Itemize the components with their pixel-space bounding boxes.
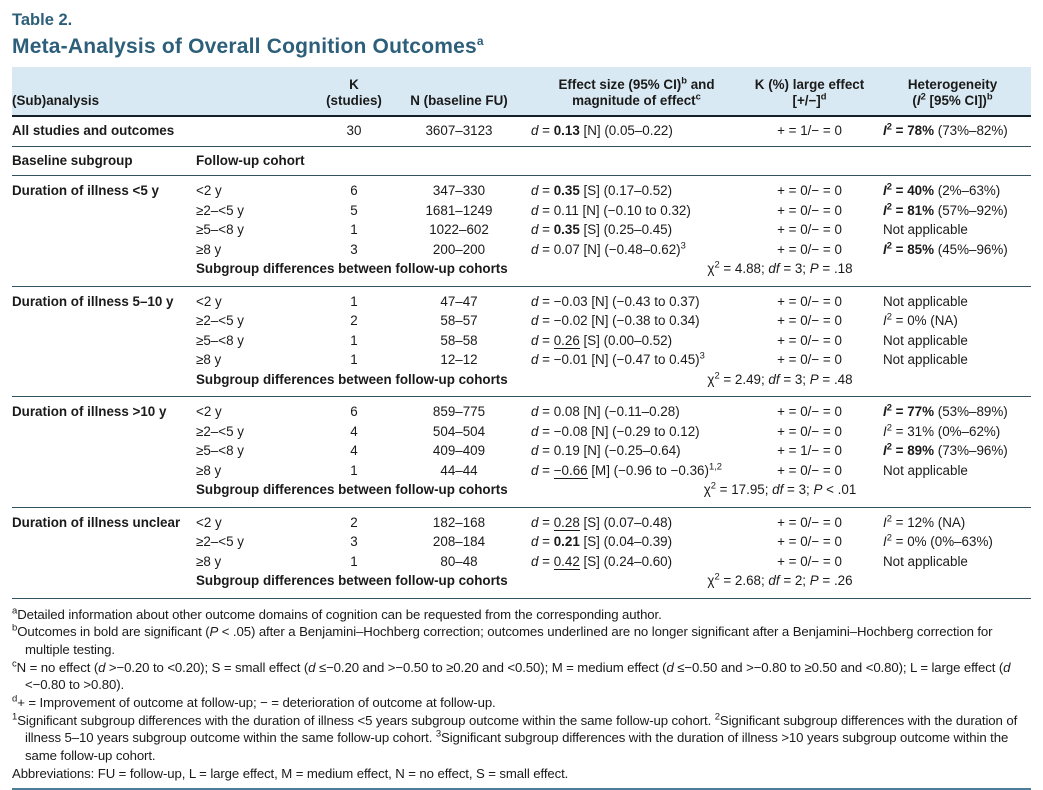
large-effect-value: + = 0/− = 0 (777, 553, 842, 569)
follow-up-cohort-label: Follow-up cohort (196, 146, 1031, 176)
heterogeneity-value: $I^2 = 0\%$ (0%–63%) (883, 532, 993, 549)
cohort-label: ≥2–<5 y (196, 423, 244, 439)
n-value: 58–57 (440, 313, 478, 328)
large-effect-value: + = 1/− = 0 (745, 116, 876, 146)
effect-size-value: d = 0.35 [S] (0.17–0.52) (530, 176, 745, 201)
large-effect-value: + = 0/− = 0 (745, 507, 876, 532)
abbreviations-note: Abbreviations: FU = follow-up, L = large effect, M = medium effect, N = no effect, S = small effect. (12, 765, 569, 781)
large-effect-value: + = 0/− = 0 (777, 241, 842, 257)
n-value: 504–504 (432, 423, 486, 439)
cohort-label: ≥2–<5 y (196, 534, 244, 549)
chi-square-stat: $\chi^2 = 17.95$; df = 3; P < .01 (703, 480, 857, 497)
heterogeneity-value: Not applicable (883, 553, 968, 569)
chi-square-stat: $\chi^2 = 2.68$; df = 2; P = .26 (707, 571, 853, 588)
group-label: Duration of illness >10 y (12, 397, 196, 508)
effect-size-value: d = −0.01 [N] (−0.47 to 0.45)$^3$ (531, 350, 705, 367)
large-effect-value: + = 0/− = 0 (777, 534, 842, 549)
table-header-row (12, 67, 1031, 116)
effect-size-value: d = 0.21 [S] (0.04–0.39) (531, 534, 673, 549)
large-effect-value: + = 0/− = 0 (777, 332, 842, 348)
footnote: $^d$+ = Improvement of outcome at follow-up; − = deterioration of outcome at follow-up. (12, 693, 496, 711)
subgroup-differences-label: Subgroup differences between follow-up cohorts (196, 573, 508, 588)
cohort-row (12, 286, 1031, 311)
cohort-label: ≥8 y (196, 462, 222, 478)
heterogeneity-value: $I^2 = 81\%$ (57%–92%) (883, 201, 1008, 218)
effect-size-value: d = 0.19 [N] (−0.25–0.64) (531, 443, 681, 458)
heterogeneity-value: $I^2 = 12\%$ (NA) (876, 507, 1031, 532)
cohort-label: ≥2–<5 y (196, 313, 244, 328)
effect-size-value: d = −0.66 [M] (−0.96 to −0.36)$^{1,2}$ (531, 461, 722, 478)
chi-square-stat: $\chi^2 = 4.88$; df = 3; P = .18 (707, 259, 853, 276)
effect-size-value: d = −0.03 [N] (−0.43 to 0.37) (530, 286, 745, 311)
all-studies-row (12, 116, 1031, 146)
footnote-marker-b: b (681, 75, 687, 86)
cohort-label: <2 y (196, 176, 320, 201)
effect-size-value: d = 0.26 [S] (0.00–0.52) (531, 332, 673, 348)
cohort-label: <2 y (196, 286, 320, 311)
large-effect-value: + = 0/− = 0 (745, 397, 876, 422)
large-effect-value: + = 0/− = 0 (745, 286, 876, 311)
col-header-n-baseline-fu: N (baseline FU) (390, 67, 530, 116)
k-value: 4 (350, 423, 358, 439)
heterogeneity-value: Not applicable (883, 462, 968, 478)
footnotes (12, 606, 1034, 783)
heterogeneity-value: $I^2 = 31\%$ (0%–62%) (883, 422, 1001, 439)
cohort-label: ≥8 y (196, 241, 222, 257)
heterogeneity-value: Not applicable (883, 222, 968, 237)
n-value: 80–48 (440, 553, 478, 569)
n-value: 859–775 (390, 397, 530, 422)
col-header-subanalysis: (Sub)analysis (12, 67, 196, 116)
col-header-k-studies: K (studies) (320, 67, 390, 116)
heterogeneity-value: $I^2 = 0\%$ (NA) (883, 311, 958, 328)
k-value: 1 (320, 286, 390, 311)
col-header-effect-size: Effect size (95% CI)$^b$ and magnitude of effect$^c$ (530, 67, 745, 116)
effect-size-value: d = −0.08 [N] (−0.29 to 0.12) (531, 423, 700, 439)
n-value: 44–44 (440, 462, 478, 478)
col-header-heterogeneity: Heterogeneity ($I^2$ [95% CI])$^b$ (876, 67, 1031, 116)
row-label: All studies and outcomes (12, 116, 320, 146)
table-body (12, 116, 1031, 598)
cohort-row (12, 176, 1031, 201)
effect-size-value: d = 0.08 [N] (−0.11–0.28) (530, 397, 745, 422)
large-effect-value: + = 0/− = 0 (777, 202, 842, 218)
n-value: 208–184 (432, 534, 486, 549)
footnote-marker-b: b (986, 91, 993, 102)
effect-size-value: d = 0.28 [S] (0.07–0.48) (530, 507, 745, 532)
k-value: 4 (350, 443, 358, 458)
k-value: 30 (320, 116, 390, 146)
subgroup-differences-label: Subgroup differences between follow-up cohorts (196, 261, 508, 276)
k-value: 5 (350, 202, 358, 218)
k-value: 6 (320, 176, 390, 201)
effect-size-value: d = 0.42 [S] (0.24–0.60) (531, 553, 673, 569)
cohort-label: ≥2–<5 y (196, 202, 244, 218)
k-value: 6 (320, 397, 390, 422)
large-effect-value: + = 0/− = 0 (777, 313, 842, 328)
n-value: 409–409 (432, 443, 486, 458)
heterogeneity-value: $I^2 = 40\%$ (2%–63%) (876, 176, 1031, 201)
n-value: 1022–602 (429, 222, 489, 237)
n-value: 12–12 (440, 352, 478, 367)
footnote: $^c$N = no effect (d >−0.20 to <0.20); S = small effect (d ≤−0.20 and >−0.50 to ≥0.20 and <0.50); M = medium effect (d ≤−0.50 and >−0.80 to ≥0.50 and <0.80); L = large effect (d <−0.80 to >0.80). (12, 658, 1011, 693)
k-value: 1 (350, 222, 358, 237)
large-effect-value: + = 0/− = 0 (745, 176, 876, 201)
k-value: 2 (350, 313, 358, 328)
effect-size-value: d = −0.02 [N] (−0.38 to 0.34) (531, 313, 700, 328)
cohort-label: ≥5–<8 y (196, 443, 244, 458)
heterogeneity-value: Not applicable (883, 332, 968, 348)
k-value: 3 (350, 241, 358, 257)
heterogeneity-value: $I^2 = 78\%$ (73%–82%) (876, 116, 1031, 146)
k-value: 1 (350, 462, 358, 478)
table-number: Table 2. (12, 11, 73, 29)
group-label: Duration of illness <5 y (12, 176, 196, 287)
subgroup-differences-label: Subgroup differences between follow-up cohorts (196, 371, 508, 387)
col-header-large-effect: K (%) large effect $[+/-]^d$ (745, 67, 876, 116)
large-effect-value: + = 0/− = 0 (777, 462, 842, 478)
table-title-text: Meta-Analysis of Overall Cognition Outcomes (12, 35, 477, 58)
subgroup-differences-label: Subgroup differences between follow-up cohorts (196, 482, 508, 497)
cohort-row (12, 507, 1031, 532)
effect-size-value: d = 0.07 [N] $(-0.48-0.62)^3$ (531, 240, 686, 257)
large-effect-value: + = 0/− = 0 (777, 222, 842, 237)
n-value: 47–47 (390, 286, 530, 311)
baseline-subgroup-label: Baseline subgroup (12, 146, 196, 176)
heterogeneity-value: Not applicable (876, 286, 1031, 311)
k-value: 1 (350, 352, 358, 367)
figure-bottom-rule (12, 788, 1031, 790)
cohort-label: ≥5–<8 y (196, 332, 244, 348)
numbered-notes: $^1$Significant subgroup differences with the duration of illness <5 years subgroup outcome within the same follow-up cohort. $^2$Significant subgroup differences with the duration of illness 5–10 years subgroup outcome within the same follow-up cohort. $^3$Significant subgroup differences with the duration of illness >10 years subgroup outcome within the same follow-up cohort. (12, 711, 1018, 764)
k-value: 3 (350, 534, 358, 549)
table-title-footnote-marker: a (476, 34, 484, 48)
effect-size-value: d = 0.11 [N] (−0.10 to 0.32) (531, 202, 691, 218)
n-value: 1681–1249 (425, 202, 493, 218)
n-value: 182–168 (390, 507, 530, 532)
k-value: 1 (350, 332, 358, 348)
cohort-label: ≥8 y (196, 352, 222, 367)
baseline-subgroup-row (12, 146, 1031, 176)
effect-size-value: d = 0.35 [S] (0.25–0.45) (531, 222, 673, 237)
footnote: $^a$Detailed information about other outcome domains of cognition can be requested from the corresponding author. (12, 605, 662, 622)
col-header-spacer (196, 67, 320, 116)
heterogeneity-value: $I^2 = 85\%$ (45%–96%) (883, 240, 1008, 257)
k-value: 2 (320, 507, 390, 532)
large-effect-value: + = 0/− = 0 (777, 352, 842, 367)
n-value: 3607–3123 (390, 116, 530, 146)
cohort-label: ≥5–<8 y (196, 222, 244, 237)
footnote-marker-c: c (695, 91, 701, 102)
n-value: 347–330 (390, 176, 530, 201)
footnote-marker-d: d (820, 91, 827, 102)
footnote: $^b$Outcomes in bold are significant (P < .05) after a Benjamini–Hochberg correction; outcomes underlined are no longer significant after a Benjamini–Hochberg correction for multiple testing. (12, 622, 993, 657)
meta-analysis-table (12, 67, 1031, 599)
chi-square-stat: $\chi^2 = 2.49$; df = 3; P = .48 (707, 370, 853, 387)
heterogeneity-value: $I^2 = 89\%$ (73%–96%) (883, 441, 1008, 458)
cohort-label: <2 y (196, 397, 320, 422)
cohort-label: <2 y (196, 507, 320, 532)
cohort-label: ≥8 y (196, 553, 222, 569)
table-title (12, 34, 1031, 59)
n-value: 58–58 (440, 332, 478, 348)
k-value: 1 (350, 553, 358, 569)
group-label: Duration of illness unclear (12, 507, 196, 598)
heterogeneity-value: Not applicable (883, 352, 968, 367)
effect-size-value: d = 0.13 [N] (0.05–0.22) (530, 116, 745, 146)
large-effect-value: + = 0/− = 0 (777, 423, 842, 439)
cohort-row (12, 397, 1031, 422)
n-value: 200–200 (432, 241, 486, 257)
heterogeneity-value: $I^2 = 77\%$ (53%–89%) (876, 397, 1031, 422)
large-effect-value: + = 1/− = 0 (777, 443, 842, 458)
group-label: Duration of illness 5–10 y (12, 286, 196, 397)
